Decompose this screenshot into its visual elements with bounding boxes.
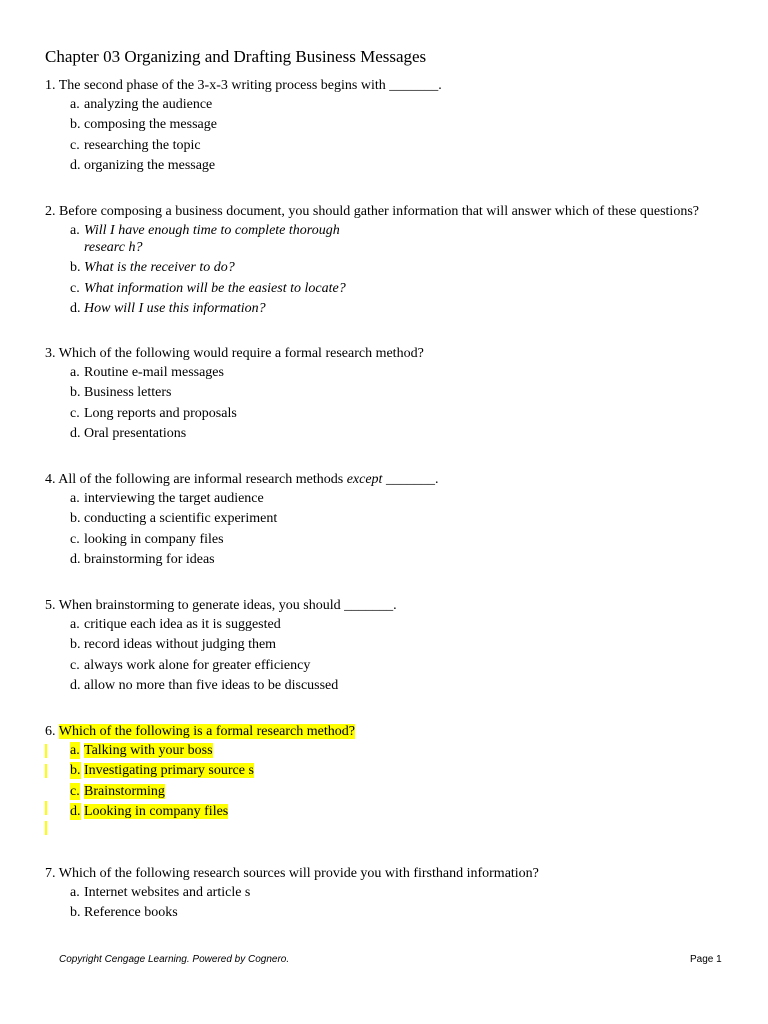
question-5-option-d[interactable]: d. allow no more than five ideas to be discussed: [70, 678, 339, 694]
footer-copyright: Copyright Cengage Learning. Powered by Cognero.: [59, 954, 290, 965]
question-5-option-a[interactable]: a. critique each idea as it is suggested: [70, 617, 281, 632]
question-3-option-a[interactable]: a. Routine e-mail messages: [70, 365, 224, 380]
question-7-prompt: 7. Which of the following research sources will provide you with firsthand information?: [45, 866, 539, 881]
question-7-option-b[interactable]: b. Reference books: [70, 905, 178, 921]
question-6-option-a[interactable]: a. Talking with your boss: [70, 743, 213, 758]
question-2-option-d[interactable]: d. How will I use this information?: [70, 301, 266, 317]
question-5-options: [70, 616, 400, 698]
highlight-marker: [45, 801, 47, 815]
question-5-option-c[interactable]: c. always work alone for greater efficiency: [70, 657, 311, 673]
question-2-prompt: 2. Before composing a business document, you should gather information that will answer which of these questions?: [45, 204, 699, 219]
question-4-option-c[interactable]: c. looking in company files: [70, 531, 224, 547]
highlight-marker: [45, 764, 47, 778]
emphasis-except: except: [346, 472, 383, 487]
highlight-marker: [45, 821, 47, 835]
question-3-option-d[interactable]: d. Oral presentations: [70, 426, 187, 442]
question-4-option-d[interactable]: d. brainstorming for ideas: [70, 552, 215, 568]
question-1-option-a[interactable]: a. analyzing the audience: [70, 97, 213, 112]
footer-page-number: Page 1: [690, 954, 722, 965]
question-4-option-b[interactable]: b. conducting a scientific experiment: [70, 511, 278, 527]
chapter-title: Chapter 03 Organizing and Drafting Business Messages: [45, 47, 427, 66]
question-7-option-a[interactable]: a. Internet websites and article s: [70, 885, 251, 900]
question-4-prompt: 4. All of the following are informal research methods except _______.: [45, 472, 439, 487]
question-2-options: [70, 222, 400, 321]
question-4-options: [70, 490, 400, 572]
question-6-option-d[interactable]: d. Looking in company files: [70, 804, 229, 820]
question-5-prompt: 5. When brainstorming to generate ideas, you should _______.: [45, 598, 397, 613]
question-3-option-c[interactable]: c. Long reports and proposals: [70, 405, 237, 421]
question-3-option-b[interactable]: b. Business letters: [70, 385, 172, 401]
question-7-options: [70, 884, 400, 925]
highlighted-prompt: Which of the following is a formal research method?: [58, 724, 355, 739]
question-6-prompt: 6. Which of the following is a formal research method?: [45, 724, 355, 739]
question-1-option-d[interactable]: d. organizing the message: [70, 158, 216, 174]
question-2-option-c[interactable]: c. What information will be the easiest to locate?: [70, 280, 346, 296]
question-6-option-c[interactable]: c. Brainstorming: [70, 783, 165, 799]
question-2-option-b[interactable]: b. What is the receiver to do?: [70, 260, 235, 276]
question-3-prompt: 3. Which of the following would require a formal research method?: [45, 346, 424, 361]
question-1-options: [70, 96, 400, 178]
question-6-options: [70, 742, 400, 824]
question-4-option-a[interactable]: a. interviewing the target audience: [70, 491, 264, 506]
question-1-option-c[interactable]: c. researching the topic: [70, 137, 201, 153]
question-1-prompt: 1. The second phase of the 3-x-3 writing process begins with _______.: [45, 78, 442, 93]
question-1-option-b[interactable]: b. composing the message: [70, 117, 217, 133]
question-6-option-b[interactable]: b. Investigating primary source s: [70, 763, 254, 779]
question-3-options: [70, 364, 400, 446]
question-2-option-a[interactable]: a. Will I have enough time to complete thorough researc h?: [70, 223, 340, 255]
question-5-option-b[interactable]: b. record ideas without judging them: [70, 637, 277, 653]
highlight-marker: [45, 744, 47, 758]
